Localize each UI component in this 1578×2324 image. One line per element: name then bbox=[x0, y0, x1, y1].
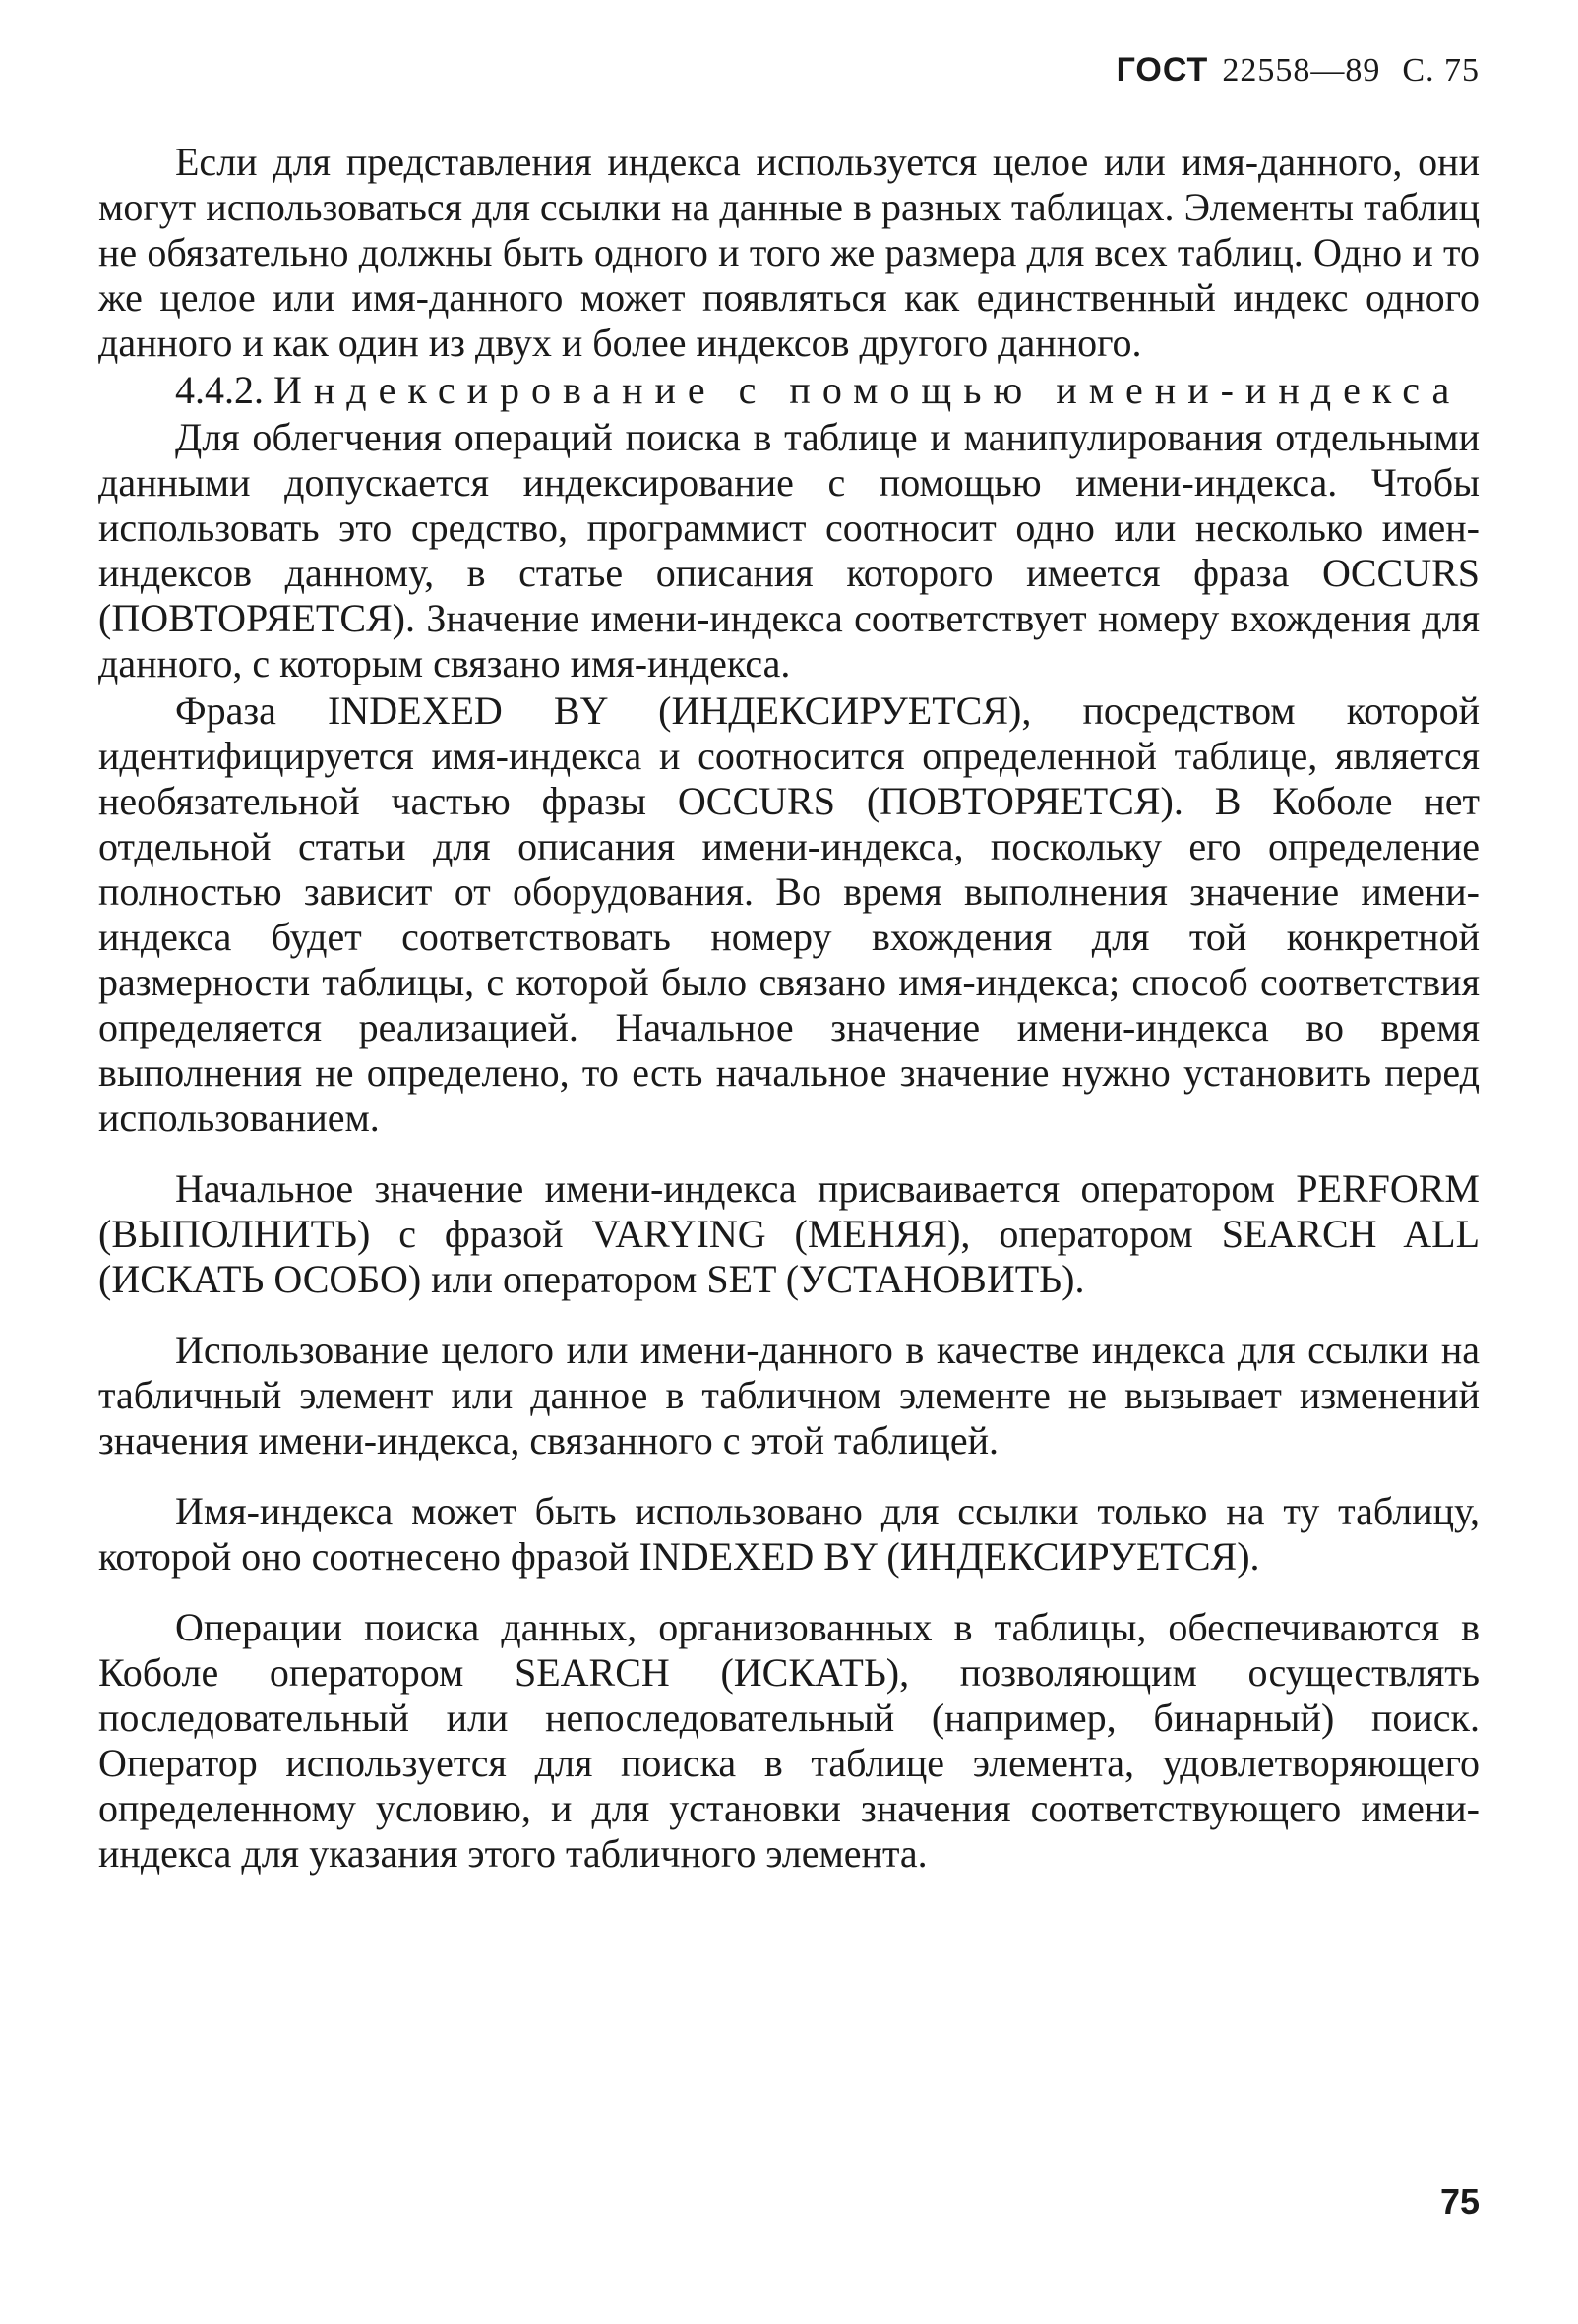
header-standard: ГОСТ bbox=[1116, 51, 1209, 89]
body-text bbox=[98, 140, 1480, 1877]
header-page-ref: С. 75 bbox=[1402, 52, 1480, 89]
header-number: 22558—89 bbox=[1222, 52, 1381, 89]
section-number: 4.4.2. bbox=[175, 368, 264, 412]
section-heading bbox=[98, 368, 1480, 413]
paragraph-6: Имя-индекса может быть использовано для ссылки только на ту таблицу, которой оно соотнесено фразой INDEXED BY (ИНДЕКСИРУЕТСЯ). bbox=[98, 1489, 1480, 1579]
running-header bbox=[1117, 51, 1480, 89]
paragraph-3: Фраза INDEXED BY (ИНДЕКСИРУЕТСЯ), посредством которой идентифицируется имя-индекса и соотносится определенной таблице, является необязательной частью фразы OCCURS (ПОВТОРЯЕТСЯ). В Коболе нет отдельной статьи для описания имени-индекса, поскольку его определение полностью зависит от оборудования. Во время выполнения значение имени-индекса будет соответствовать номеру вхождения для той конкретной размерности таблицы, с которой было связано имя-индекса; способ соответствия определяется реализацией. Начальное значение имени-индекса во время выполнения не определено, то есть начальное значение нужно установить перед использованием. bbox=[98, 688, 1480, 1140]
page-number: 75 bbox=[1439, 2181, 1480, 2222]
paragraph-7: Операции поиска данных, организованных в таблицы, обеспечиваются в Коболе оператором SEARCH (ИСКАТЬ), позволяющим осуществлять последовательный или непоследовательный (например, бинарный) поиск. Оператор используется для поиска в таблице элемента, удовлетворяющего определенному условию, и для установки значения соответствующего имени-индекса для указания этого табличного элемента. bbox=[98, 1605, 1480, 1876]
paragraph-5: Использование целого или имени-данного в качестве индекса для ссылки на табличный элемент или данное в табличном элементе не вызывает изменений значения имени-индекса, связанного с этой таблицей. bbox=[98, 1328, 1480, 1462]
paragraph-1: Если для представления индекса используется целое или имя-данного, они могут использоваться для ссылки на данные в разных таблицах. Элементы таблиц не обязательно должны быть одного и того же размера для всех таблиц. Одно и то же целое или имя-данного может появляться как единственный индекс одного данного и как один из двух и более индексов другого данного. bbox=[98, 140, 1480, 365]
paragraph-4: Начальное значение имени-индекса присваивается оператором PERFORM (ВЫПОЛНИТЬ) с фразой VARYING (МЕНЯЯ), оператором SEARCH ALL (ИСКАТЬ ОСОБО) или оператором SET (УСТАНОВИТЬ). bbox=[98, 1166, 1480, 1301]
paragraph-2: Для облегчения операций поиска в таблице и манипулирования отдельными данными допускается индексирование с помощью имени-индекса. Чтобы использовать это средство, программист соотносит одно или несколько имен-индексов данному, в статье описания которого имеется фраза OCCURS (ПОВТОРЯЕТСЯ). Значение имени-индекса соответствует номеру вхождения для данного, с которым связано имя-индекса. bbox=[98, 415, 1480, 685]
section-title: Индексирование с помощью имени-индекса bbox=[273, 368, 1462, 412]
